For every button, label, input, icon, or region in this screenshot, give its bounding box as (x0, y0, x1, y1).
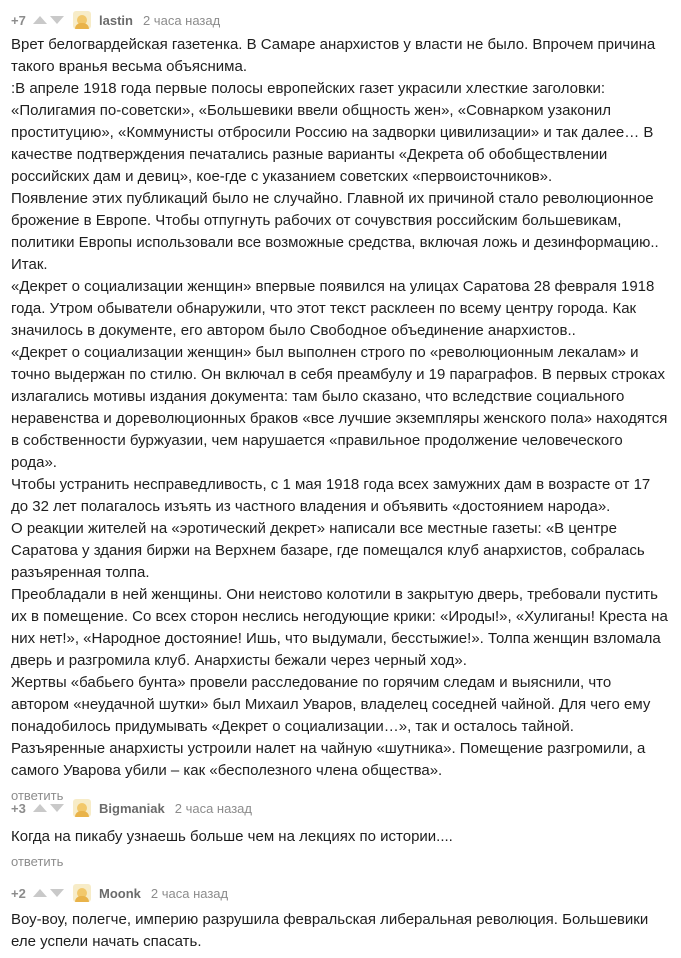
avatar[interactable] (73, 11, 91, 29)
username[interactable]: lastin (99, 12, 133, 28)
upvote-icon[interactable] (33, 889, 47, 897)
comment-rating: +2 (11, 885, 26, 901)
avatar[interactable] (73, 799, 91, 817)
comment-text (0, 34, 681, 782)
comment (0, 8, 681, 805)
comment-header (0, 796, 681, 820)
comment-paragraph: Воу-воу, полегче, империю разрушила февральская либеральная революция. Большевики еле успели начать спасать. (11, 911, 649, 950)
comment-paragraph: Чтобы устранить несправедливость, с 1 мая 1918 года всех замужних дам в возрасте от 17 до 32 лет полагалось изъять из частного владения и объявить «достоянием народа». (11, 476, 651, 515)
comment-time[interactable]: 2 часа назад (174, 800, 252, 816)
comment-paragraph: «Декрет о социализации женщин» был выполнен строго по «революционным лекалам» и точно выдержан по стилю. Он включал в себя преамбулу и 19 параграфов. В первых строках излагались мотивы издания документа: там было сказано, что вследствие социального неравенства и дореволюционных браков «все лучшие экземпляры женского пола» находятся в собственности буржуазии, чем нарушается «правильное продолжение человеческого рода». (11, 344, 668, 471)
comment-paragraph: Разъяренные анархисты устроили налет на чайную «шутника». Помещение разгромили, а самого Уварова убили – как «бесполезного члена общества». (11, 740, 646, 779)
comment-paragraph: :В апреле 1918 года первые полосы европейских газет украсили хлесткие заголовки: «Полигамия по-советски», «Большевики ввели общность жен», «Совнарком узаконил проституцию», «Коммунисты отбросили Россию на задворки цивилизации» и так далее… В качестве подтверждения печатались разные варианты «Декрета об обобществлении российских дам и девиц», кое-где с указанием советских «первоисточников». (11, 80, 654, 185)
reply-button[interactable]: ответить (11, 788, 64, 803)
downvote-icon[interactable] (50, 16, 64, 24)
comment-text (0, 909, 681, 953)
comment-paragraph: «Декрет о социализации женщин» впервые появился на улицах Саратова 28 февраля 1918 года. Утром обыватели обнаружили, что этот текст расклеен по всему центру города. Как значилось в документе, его автором было Свободное объединение анархистов.. (11, 278, 655, 339)
reply-button[interactable]: ответить (11, 854, 64, 869)
comment-header (0, 8, 681, 32)
username[interactable]: Bigmaniak (99, 800, 165, 816)
downvote-icon[interactable] (50, 804, 64, 812)
comment-paragraph: Жертвы «бабьего бунта» провели расследование по горячим следам и выяснили, что автором «неудачной шутки» был Михаил Уваров, владелец соседней чайной. Для чего ему понадобилось придумывать «Декрет о социализации…», так и осталось тайной. (11, 674, 651, 735)
avatar[interactable] (73, 884, 91, 902)
comment-paragraph: Врет белогвардейская газетенка. В Самаре анархистов у власти не было. Впрочем причина такого вранья весьма объяснима. (11, 36, 656, 75)
downvote-icon[interactable] (50, 889, 64, 897)
comment (0, 881, 681, 953)
comment-paragraph: Появление этих публикаций было не случайно. Главной их причиной стало революционное брожение в Европе. Чтобы отпугнуть рабочих от сочувствия российским большевикам, политики Европы использовали все возможные средства, включая ложь и дезинформацию.. (11, 190, 659, 251)
upvote-icon[interactable] (33, 16, 47, 24)
username[interactable]: Moonk (99, 885, 141, 901)
comment (0, 796, 681, 871)
comment-paragraph: Итак. (11, 256, 48, 273)
comment-paragraph: Когда на пикабу узнаешь больше чем на лекциях по истории.... (11, 828, 453, 845)
comment-paragraph: Преобладали в ней женщины. Они неистово колотили в закрытую дверь, требовали пустить их в помещение. Со всех сторон неслись негодующие крики: «Ироды!», «Хулиганы! Креста на них нет!», «Народное достояние! Ишь, что выдумали, бесстыжие!». Толпа женщин взломала дверь и разгромила клуб. Анархисты бежали через черный ход». (11, 586, 668, 669)
comment-header (0, 881, 681, 905)
comment-rating: +3 (11, 800, 26, 816)
comment-rating: +7 (11, 12, 26, 28)
comment-time[interactable]: 2 часа назад (150, 885, 229, 901)
comment-text (0, 826, 681, 848)
comment-paragraph: О реакции жителей на «эротический декрет» написали все местные газеты: «В центре Саратова у здания биржи на Верхнем базаре, где помещался клуб анархистов, собралась разъяренная толпа. (11, 520, 645, 581)
comment-time[interactable]: 2 часа назад (142, 12, 221, 28)
upvote-icon[interactable] (33, 804, 47, 812)
